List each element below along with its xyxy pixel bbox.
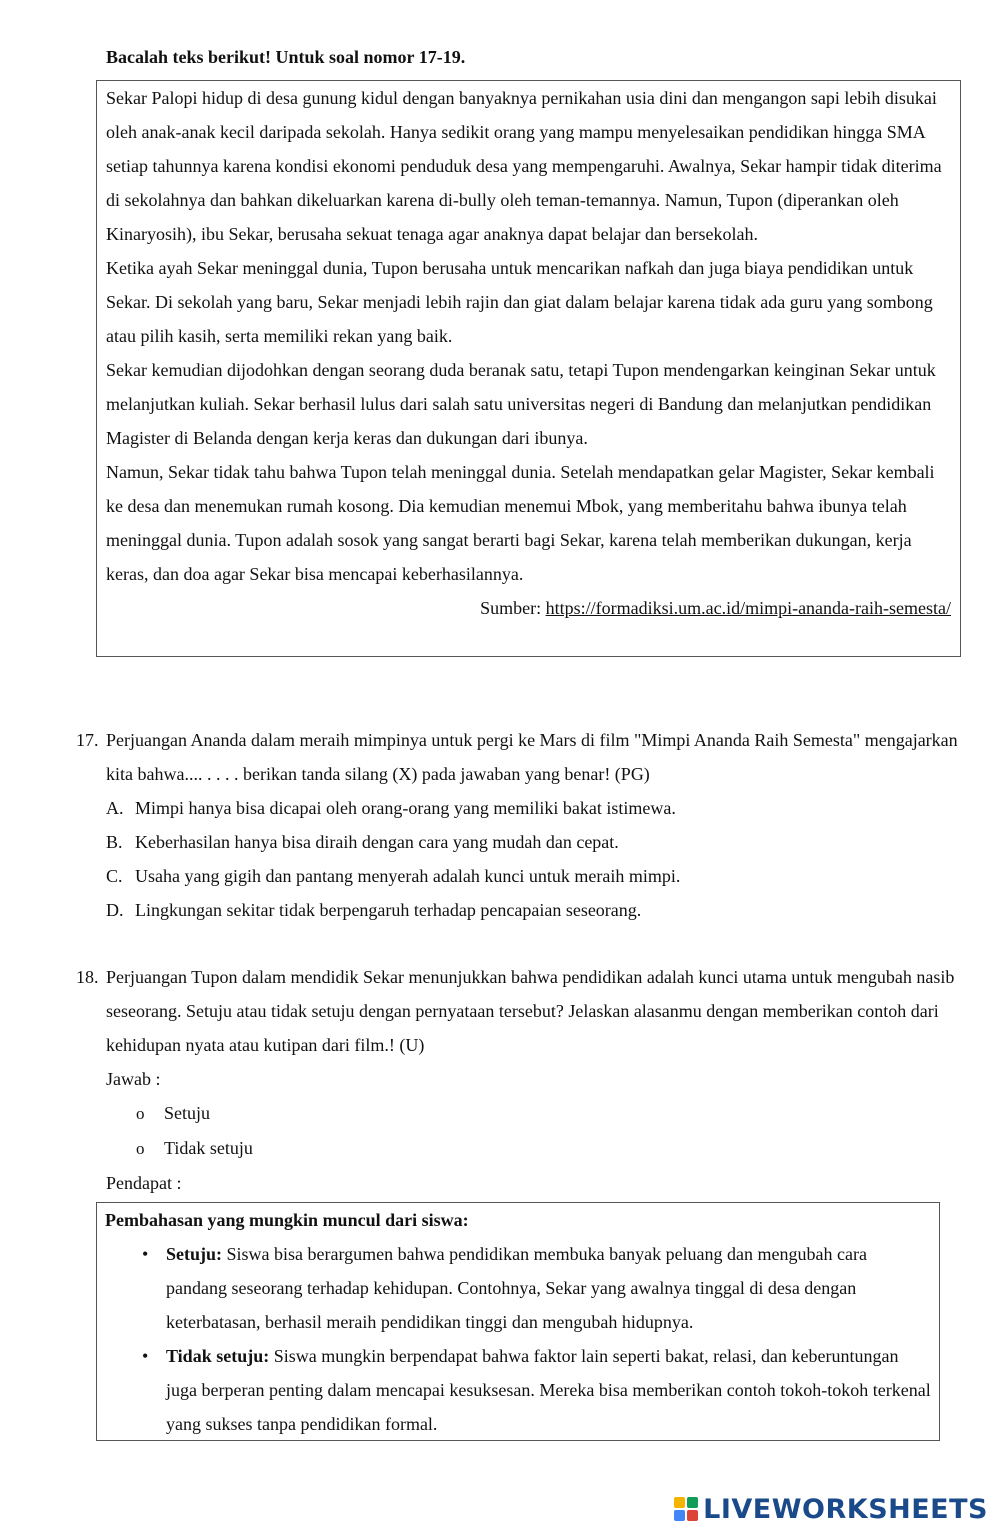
passage-paragraph-3: Sekar kemudian dijodohkan dengan seorang duda beranak satu, tetapi Tupon mendengarkan keinginan Sekar untuk melanjutkan kuliah. Sekar berhasil lulus dari salah satu universitas negeri di Bandung dan melanjutkan pendidikan Magister di Belanda dengan kerja keras dan dukungan dari ibunya.: [106, 360, 936, 448]
passage-paragraph-1: Sekar Palopi hidup di desa gunung kidul dengan banyaknya pernikahan usia dini dan mengangon sapi lebih disukai oleh anak-anak kecil daripada sekolah. Hanya sedikit orang yang mampu menyelesaikan pendidikan hingga SMA setiap tahunnya karena kondisi ekonomi penduduk desa yang mempengaruhi. Awalnya, Sekar hampir tidak diterima di sekolahnya dan bahkan dikeluarkan karena di-bully oleh teman-temannya. Namun, Tupon (diperankan oleh Kinaryosih), ibu Sekar, berusaha sekuat tenaga agar anaknya dapat belajar dan bersekolah.: [106, 88, 942, 244]
passage-paragraph-2: Ketika ayah Sekar meninggal dunia, Tupon berusaha untuk mencarikan nafkah dan juga biaya pendidikan untuk Sekar. Di sekolah yang baru, Sekar menjadi lebih rajin dan giat dalam belajar karena tidak ada guru yang sombong atau pilih kasih, serta memiliki rekan yang baik.: [106, 258, 933, 346]
bullet-icon: •: [142, 1346, 149, 1366]
liveworksheets-logo-icon: [674, 1497, 700, 1523]
option-a[interactable]: A. Mimpi hanya bisa dicapai oleh orang-orang yang memiliki bakat istimewa.: [106, 798, 676, 818]
option-d[interactable]: D. Lingkungan sekitar tidak berpengaruh terhadap pencapaian seseorang.: [106, 900, 642, 920]
circle-bullet-icon: o: [136, 1104, 145, 1123]
choice-tidak-setuju[interactable]: o Tidak setuju: [136, 1131, 966, 1166]
logo-text: LIVEWORKSHEETS: [703, 1494, 988, 1525]
discussion-title: Pembahasan yang mungkin muncul dari siswa:: [105, 1210, 469, 1230]
source-label: Sumber:: [480, 598, 546, 618]
passage-source: [106, 591, 951, 625]
discussion-item-setuju: • Setuju: Siswa bisa berargumen bahwa pendidikan membuka banyak peluang dan mengubah cara pandang seseorang terhadap kehidupan. Contohnya, Sekar yang awalnya tinggal di desa dengan keterbatasan, berhasil meraih pendidikan tinggi dan mengubah hidupnya.: [105, 1237, 931, 1339]
opinion-label: Pendapat :: [106, 1173, 182, 1193]
bullet-icon: •: [142, 1244, 149, 1264]
discussion-item-tidak-setuju: • Tidak setuju: Siswa mungkin berpendapat bahwa faktor lain seperti bakat, relasi, dan keberuntungan juga berperan penting dalam mencapai kesuksesan. Mereka bisa memberikan contoh tokoh-tokoh terkenal yang sukses tanpa pendidikan formal.: [105, 1339, 931, 1441]
passage-paragraph-4: Namun, Sekar tidak tahu bahwa Tupon telah meninggal dunia. Setelah mendapatkan gelar Magister, Sekar kembali ke desa dan menemukan rumah kosong. Dia kemudian menemui Mbok, yang memberitahu bahwa ibunya telah meninggal dunia. Tupon adalah sosok yang sangat berarti bagi Sekar, karena telah memberikan dukungan, kerja keras, dan doa agar Sekar bisa mencapai keberhasilannya.: [106, 462, 935, 584]
question-17-number: 17.: [76, 730, 99, 750]
question-18-text: Perjuangan Tupon dalam mendidik Sekar menunjukkan bahwa pendidikan adalah kunci utama untuk mengubah nasib seseorang. Setuju atau tidak setuju dengan pernyataan tersebut? Jelaskan alasanmu dengan memberikan contoh dari kehidupan nyata atau kutipan dari film.! (U): [106, 967, 955, 1055]
question-18-number: 18.: [76, 967, 99, 987]
question-17-text: Perjuangan Ananda dalam meraih mimpinya untuk pergi ke Mars di film "Mimpi Ananda Raih Semesta" mengajarkan kita bahwa.... . . . . berikan tanda silang (X) pada jawaban yang benar! (PG): [106, 730, 958, 784]
option-c[interactable]: C. Usaha yang gigih dan pantang menyerah adalah kunci untuk meraih mimpi.: [106, 866, 681, 886]
answer-label: Jawab :: [106, 1069, 161, 1089]
circle-bullet-icon: o: [136, 1139, 145, 1158]
liveworksheets-logo: [674, 1494, 988, 1525]
section-heading: Bacalah teks berikut! Untuk soal nomor 17-19.: [106, 47, 466, 67]
question-18: [76, 960, 966, 1200]
option-b[interactable]: B. Keberhasilan hanya bisa diraih dengan cara yang mudah dan cepat.: [106, 832, 619, 852]
choice-setuju[interactable]: o Setuju: [136, 1096, 966, 1131]
discussion-box: [96, 1202, 940, 1441]
reading-passage-box: [96, 80, 961, 657]
source-link[interactable]: https://formadiksi.um.ac.id/mimpi-ananda-raih-semesta/: [545, 598, 951, 618]
question-17: [76, 723, 966, 927]
